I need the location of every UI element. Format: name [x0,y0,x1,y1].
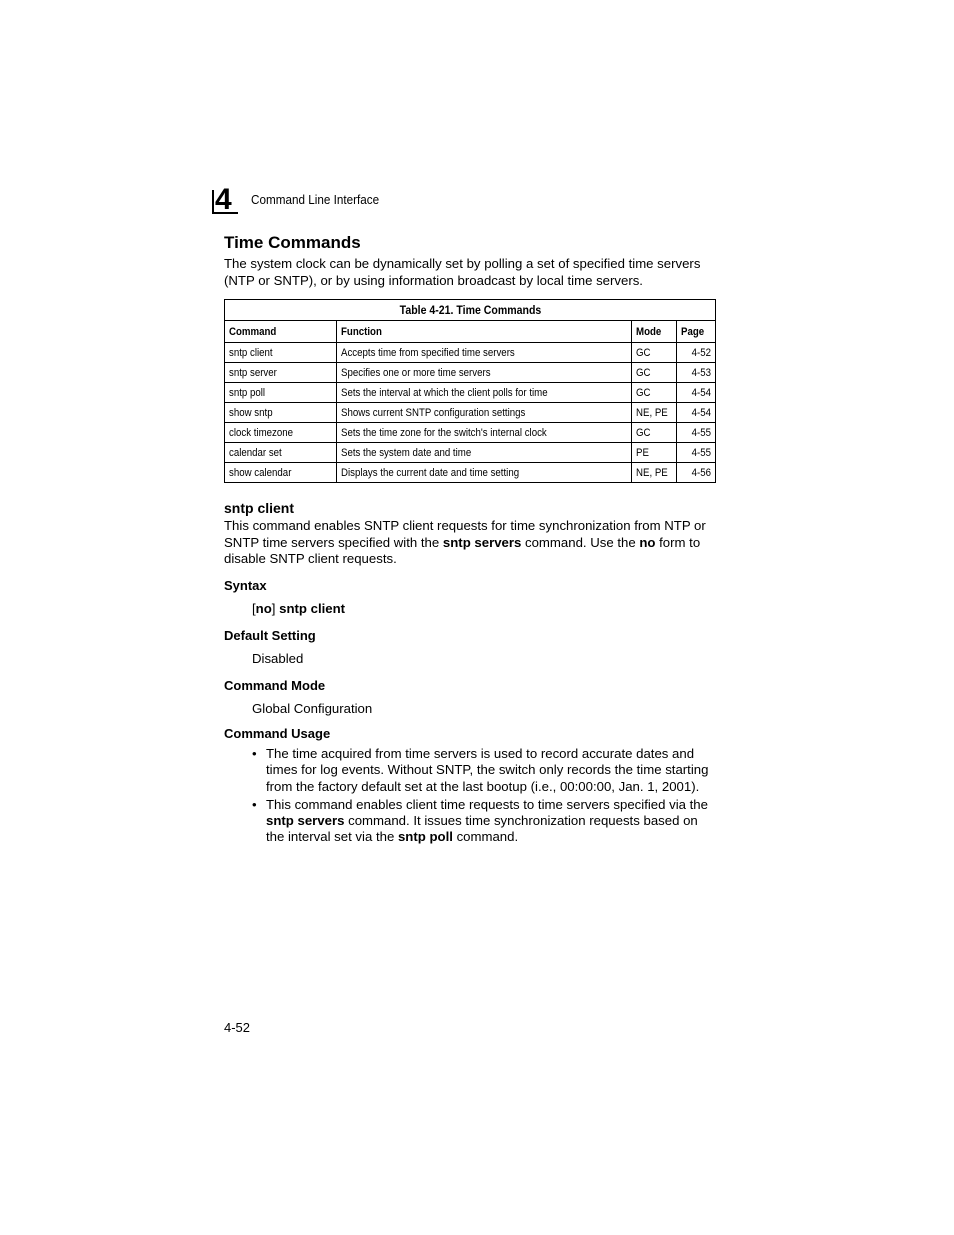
cell-mode: NE, PE [632,403,677,423]
cell-function: Specifies one or more time servers [337,363,632,383]
table-header-row [225,321,716,343]
table-row [225,463,716,483]
cell-command: calendar set [225,443,337,463]
cell-mode: PE [632,443,677,463]
command-title: sntp client [224,500,295,516]
col-header-page: Page [677,321,716,343]
cell-command: clock timezone [225,423,337,443]
command-description: This command enables SNTP client requests for time synchronization from NTP or SNTP time servers specified with the sntp servers command. Use the no form to disable SNTP client requests. [224,518,706,566]
cell-command: show calendar [225,463,337,483]
cell-mode: GC [632,383,677,403]
command-usage-heading: Command Usage [224,726,331,741]
chapter-number: 4 [215,183,231,216]
cell-command: sntp client [225,343,337,363]
table-row [225,363,716,383]
chapter-marker-rule [212,190,214,214]
cell-mode: GC [632,343,677,363]
cell-mode: GC [632,423,677,443]
cell-function: Shows current SNTP configuration settings [337,403,632,423]
col-header-command: Command [225,321,337,343]
cell-command: show sntp [225,403,337,423]
table-row [225,383,716,403]
bullet-icon: • [252,746,257,761]
syntax-line: [no] sntp client [252,601,346,616]
syntax-heading: Syntax [224,578,267,593]
time-commands-table [224,299,716,483]
cell-page: 4-54 [677,403,716,423]
col-header-function: Function [337,321,632,343]
table-row [225,343,716,363]
table-row [225,423,716,443]
default-setting-heading: Default Setting [224,628,316,643]
cell-page: 4-55 [677,443,716,463]
command-mode-value: Global Configuration [252,701,373,716]
cell-function: Sets the system date and time [337,443,632,463]
cell-function: Accepts time from specified time servers [337,343,632,363]
col-header-mode: Mode [632,321,677,343]
cell-page: 4-56 [677,463,716,483]
list-item: • This command enables client time requests to time servers specified via the sntp servers command. It issues time synchronization requests based on the interval set via the sntp poll command. [252,796,708,845]
table-row [225,403,716,423]
cell-command: sntp server [225,363,337,383]
cell-page: 4-52 [677,343,716,363]
bullet-icon: • [252,796,257,812]
cell-function: Sets the time zone for the switch's internal clock [337,423,632,443]
section-intro: The system clock can be dynamically set by polling a set of specified time servers (NTP or SNTP), or by using information broadcast by local time servers. [224,256,701,288]
default-setting-value: Disabled [252,651,304,666]
command-usage-list [252,746,716,848]
cell-page: 4-54 [677,383,716,403]
cell-function: Sets the interval at which the client polls for time [337,383,632,403]
cell-mode: NE, PE [632,463,677,483]
cell-page: 4-55 [677,423,716,443]
chapter-title: Command Line Interface [251,192,380,207]
cell-page: 4-53 [677,363,716,383]
cell-mode: GC [632,363,677,383]
cell-command: sntp poll [225,383,337,403]
table-row [225,443,716,463]
command-mode-heading: Command Mode [224,678,326,693]
table-caption: Table 4-21. Time Commands [224,299,716,320]
list-item: • The time acquired from time servers is used to record accurate dates and times for log events. Without SNTP, the switch only records the time starting from the factory default set at the last bootup (i.e., 00:00:00, Jan. 1, 2001). [252,746,709,794]
section-title: Time Commands [224,233,361,252]
cell-function: Displays the current date and time setting [337,463,632,483]
time-commands-table-wrapper [224,299,716,483]
page-number: 4-52 [224,1020,251,1035]
